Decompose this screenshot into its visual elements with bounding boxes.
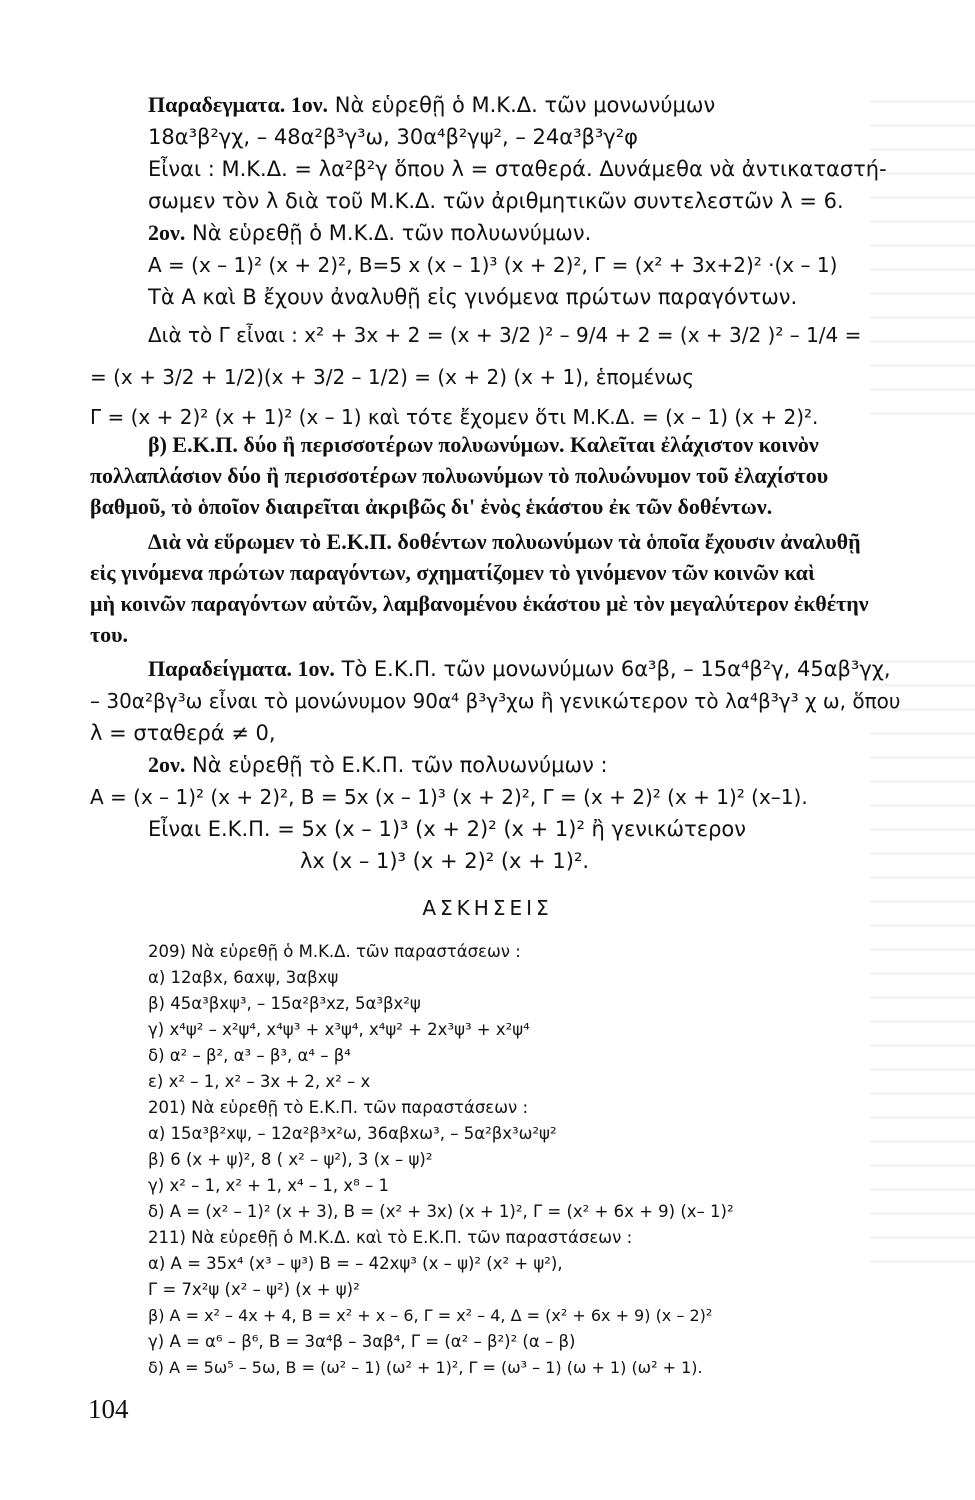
text-line: Εἶναι Ε.Κ.Π. = 5x (x – 1)³ (x + 2)² (x + 1)² ἢ γενικώτερον <box>148 817 747 841</box>
text-line: πολλαπλάσιον δύο ἢ περισσοτέρων πολυωνύμων τὸ πολυώνυμον τοῦ ἐλαχίστου <box>90 463 829 488</box>
text-line: του. <box>90 622 129 647</box>
text-line: 18α³β²γχ, – 48α²β³γ³ω, 30α⁴β²γψ², – 24α³β³γ²φ <box>148 125 639 149</box>
exercise-line: δ) Α = 5ω⁵ – 5ω, Β = (ω² – 1) (ω² + 1)², Γ = (ω³ – 1) (ω + 1) (ω² + 1). <box>148 1358 703 1377</box>
example-1-line: Παραδεγματα. 1ον. Νὰ εὑρεθῇ ὁ Μ.Κ.Δ. τῶν μονωνύμων <box>148 92 716 117</box>
example-1-line: Παραδείγματα. 1ον. Τὸ Ε.Κ.Π. τῶν μονωνύμων 6α³β, – 15α⁴β²γ, 45αβ³γχ, <box>148 656 891 681</box>
text-line: – 30α²βγ³ω εἶναι τὸ μονώνυμον 90α⁴ β³γ³χω ἢ γενικώτερον τὸ λα⁴β³γ³ χ ω, ὅπου <box>90 689 901 713</box>
exercise-line: α) 15α³β²xψ, – 12α²β³x²ω, 36αβxω³, – 5α²βx³ω²ψ² <box>148 1124 557 1143</box>
text-line: εἰς γινόμενα πρώτων παραγόντων, σχηματίζομεν τὸ γινόμενον τῶν κοινῶν καὶ <box>90 560 815 585</box>
exercise-line: α) Α = 35x⁴ (x³ – ψ³) Β = – 42xψ³ (x – ψ)² (x² + ψ²), <box>148 1254 563 1273</box>
exercise-line: β) 6 (x + ψ)², 8 ( x² – ψ²), 3 (x – ψ)² <box>148 1150 433 1169</box>
exercise-line: β) 45α³βxψ³, – 15α²β³xz, 5α³βx²ψ <box>148 994 421 1013</box>
exercise-line: 209) Νὰ εὑρεθῇ ὁ Μ.Κ.Δ. τῶν παραστάσεων : <box>148 942 521 961</box>
text-line: Διὰ νὰ εὕρωμεν τὸ Ε.Κ.Π. δοθέντων πολυωνύμων τὰ ὁποῖα ἔχουσιν ἀναλυθῇ <box>148 529 861 554</box>
exercise-line: γ) x⁴ψ² – x²ψ⁴, x⁴ψ³ + x³ψ⁴, x⁴ψ² + 2x³ψ³ + x²ψ⁴ <box>148 1020 530 1039</box>
formula-line: Διὰ τὸ Γ εἶναι : x² + 3x + 2 = (x + 3/2 )² – 9/4 + 2 = (x + 3/2 )² – 1/4 = <box>148 323 862 347</box>
text-line: σωμεν τὸν λ διὰ τοῦ Μ.Κ.Δ. τῶν ἀριθμητικῶν συντελεστῶν λ = 6. <box>148 189 844 213</box>
exercises-heading: ΑΣΚΗΣΕΙΣ <box>422 896 553 920</box>
exercise-line: δ) α² – β², α³ – β³, α⁴ – β⁴ <box>148 1046 351 1065</box>
text-line: λx (x – 1)³ (x + 2)² (x + 1)². <box>300 849 590 873</box>
examples-heading: Παραδεγματα. 1ον. <box>148 92 329 117</box>
formula-line: = (x + 3/2 + 1/2)(x + 3/2 – 1/2) = (x + 2) (x + 1), ἑπομένως <box>90 365 694 389</box>
exercise-line: 211) Νὰ εὑρεθῇ ὁ Μ.Κ.Δ. καὶ τὸ Ε.Κ.Π. τῶν παραστάσεων : <box>148 1228 633 1247</box>
exercise-line: 201) Νὰ εὑρεθῇ τὸ Ε.Κ.Π. τῶν παραστάσεων : <box>148 1098 529 1117</box>
text-line: Α = (x – 1)² (x + 2)², Β=5 x (x – 1)³ (x + 2)², Γ = (x² + 3x+2)² ·(x – 1) <box>148 253 838 277</box>
exercise-line: α) 12αβx, 6αxψ, 3αβxψ <box>148 968 339 987</box>
examples-heading: Παραδείγματα. 1ον. <box>148 656 335 681</box>
example-2-line: 2ον. Νὰ εὑρεθῇ τὸ Ε.Κ.Π. τῶν πολυωνύμων : <box>148 752 608 777</box>
exercise-line: ε) x² – 1, x² – 3x + 2, x² – x <box>148 1072 371 1091</box>
text-line: βαθμοῦ, τὸ ὁποῖον διαιρεῖται ἀκριβῶς δι' ἑνὸς ἑκάστου ἐκ τῶν δοθέντων. <box>90 494 773 519</box>
page-number: 104 <box>88 1394 129 1424</box>
text-line: Α = (x – 1)² (x + 2)², Β = 5x (x – 1)³ (x + 2)², Γ = (x + 2)² (x + 1)² (x–1). <box>90 785 808 809</box>
text-line: Εἶναι : Μ.Κ.Δ. = λα²β²γ ὅπου λ = σταθερά. Δυνάμεθα νὰ ἀντικαταστή- <box>148 157 887 181</box>
text-line: Τὰ Α καὶ Β ἔχουν ἀναλυθῇ εἰς γινόμενα πρώτων παραγόντων. <box>148 285 798 309</box>
exercise-line: γ) x² – 1, x² + 1, x⁴ – 1, x⁸ – 1 <box>148 1176 389 1195</box>
exercise-line: Γ = 7x²ψ (x² – ψ²) (x + ψ)² <box>148 1280 360 1299</box>
lcm-definition-line: β) Ε.Κ.Π. δύο ἢ περισσοτέρων πολυωνύμων. Καλεῖται ἐλάχιστον κοινὸν <box>148 432 819 457</box>
text-line: λ = σταθερά ≠ 0, <box>90 721 276 745</box>
exercise-line: δ) Α = (x² – 1)² (x + 3), Β = (x² + 3x) (x + 1)², Γ = (x² + 6x + 9) (x– 1)² <box>148 1202 734 1221</box>
text-line: μὴ κοινῶν παραγόντων αὐτῶν, λαμβανομένου ἑκάστου μὲ τὸν μεγαλύτερον ἐκθέτην <box>90 591 869 616</box>
exercise-line: γ) Α = α⁶ – β⁶, Β = 3α⁴β – 3αβ⁴, Γ = (α² – β²)² (α – β) <box>148 1332 576 1351</box>
text-line: Γ = (x + 2)² (x + 1)² (x – 1) καὶ τότε ἔχομεν ὅτι Μ.Κ.Δ. = (x – 1) (x + 2)². <box>90 405 819 429</box>
exercise-line: β) Α = x² – 4x + 4, Β = x² + x – 6, Γ = x² – 4, Δ = (x² + 6x + 9) (x – 2)² <box>148 1306 713 1325</box>
example-2-line: 2ον. Νὰ εὑρεθῇ ὁ Μ.Κ.Δ. τῶν πολυωνύμων. <box>148 220 592 245</box>
